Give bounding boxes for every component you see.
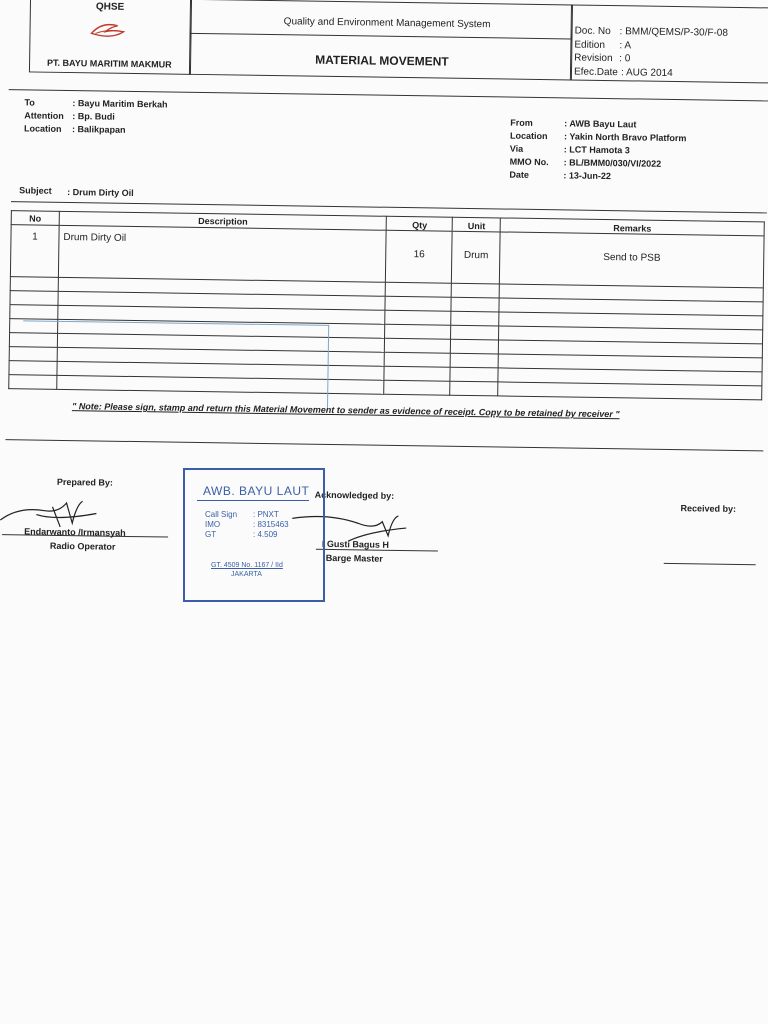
col-no-header: No	[11, 211, 59, 226]
to-label: To	[24, 97, 35, 108]
stamp-call-sign-value: : PNXT	[253, 510, 279, 519]
subject-label: Subject	[19, 185, 52, 196]
efec-date-label: Efec.Date	[573, 66, 618, 79]
via-label: Via	[509, 143, 524, 154]
prepared-role: Radio Operator	[49, 540, 116, 552]
stamp-gt-value: : 4.509	[253, 530, 278, 539]
efec-date-value: : AUG 2014	[620, 67, 673, 79]
cell-unit: Drum	[452, 231, 501, 284]
via-value: : LCT Hamota 3	[563, 144, 630, 156]
acknowledged-role: Barge Master	[325, 552, 383, 564]
company-name: PT. BAYU MARITIM MAKMUR	[47, 57, 172, 70]
edition-label: Edition	[574, 39, 606, 51]
receipt-note: " Note: Please sign, stamp and return this Material Movement to sender as evidence of receipt. Copy to be retained by receiver "	[71, 401, 620, 420]
stamp-city: JAKARTA	[231, 571, 262, 578]
qhse-label: QHSE	[95, 1, 125, 13]
col-unit-header: Unit	[452, 217, 500, 232]
stamp-gt-label: GT	[205, 530, 217, 539]
prepared-by-label: Prepared By:	[56, 476, 113, 488]
date-value: : 13-Jun-22	[563, 170, 612, 182]
stamp-footer: GT. 4509 No. 1167 / IId	[211, 562, 283, 569]
sender-location-value: : Yakin North Bravo Platform	[563, 131, 687, 144]
document-title: MATERIAL MOVEMENT	[315, 52, 449, 69]
edition-value: : A	[619, 40, 632, 52]
sender-location-label: Location	[509, 130, 548, 142]
from-label: From	[510, 117, 533, 128]
subject-value: : Drum Dirty Oil	[67, 187, 134, 199]
date-label: Date	[509, 169, 530, 180]
attention-value: : Bp. Budi	[72, 111, 115, 122]
system-title: Quality and Environment Management System	[283, 16, 491, 31]
items-table	[8, 210, 765, 400]
location-value: : Balikpapan	[72, 124, 126, 135]
stamp-call-sign-label: Call Sign	[205, 510, 238, 519]
acknowledged-by-label: Acknowledged by:	[314, 489, 395, 501]
from-value: : AWB Bayu Laut	[564, 118, 637, 130]
company-stamp	[183, 468, 325, 602]
cell-no: 1	[10, 225, 59, 278]
cell-description: Drum Dirty Oil	[58, 225, 386, 282]
col-remarks-header: Remarks	[500, 218, 764, 236]
cell-remarks: Send to PSB	[500, 232, 764, 288]
revision-value: : 0	[619, 53, 631, 65]
received-sign-line	[664, 563, 756, 565]
company-logo-icon	[87, 19, 127, 42]
stamp-imo-label: IMO	[205, 520, 221, 529]
header-title-box	[189, 0, 573, 80]
mmo-value: : BL/BMM0/030/VI/2022	[563, 157, 662, 169]
signature-rule	[5, 439, 763, 451]
stamp-title: AWB. BAYU LAUT	[203, 484, 310, 498]
location-label: Location	[24, 123, 62, 134]
attention-label: Attention	[24, 110, 64, 121]
prepared-name: Endarwanto /Irmansyah	[24, 526, 126, 538]
col-description-header: Description	[59, 211, 387, 230]
stamp-divider	[197, 500, 309, 501]
to-value: : Bayu Maritim Berkah	[72, 98, 168, 110]
doc-no-value: : BMM/QEMS/P-30/F-08	[619, 26, 729, 39]
col-qty-header: Qty	[387, 216, 453, 231]
stamp-imo-value: : 8315463	[253, 520, 289, 529]
revision-label: Revision	[574, 52, 613, 65]
cell-qty: 16	[386, 230, 453, 283]
doc-no-label: Doc. No	[574, 25, 611, 38]
mmo-label: MMO No.	[509, 156, 549, 168]
acknowledged-name: I Gusti Bagus H	[321, 538, 390, 550]
received-by-label: Received by:	[680, 503, 737, 514]
